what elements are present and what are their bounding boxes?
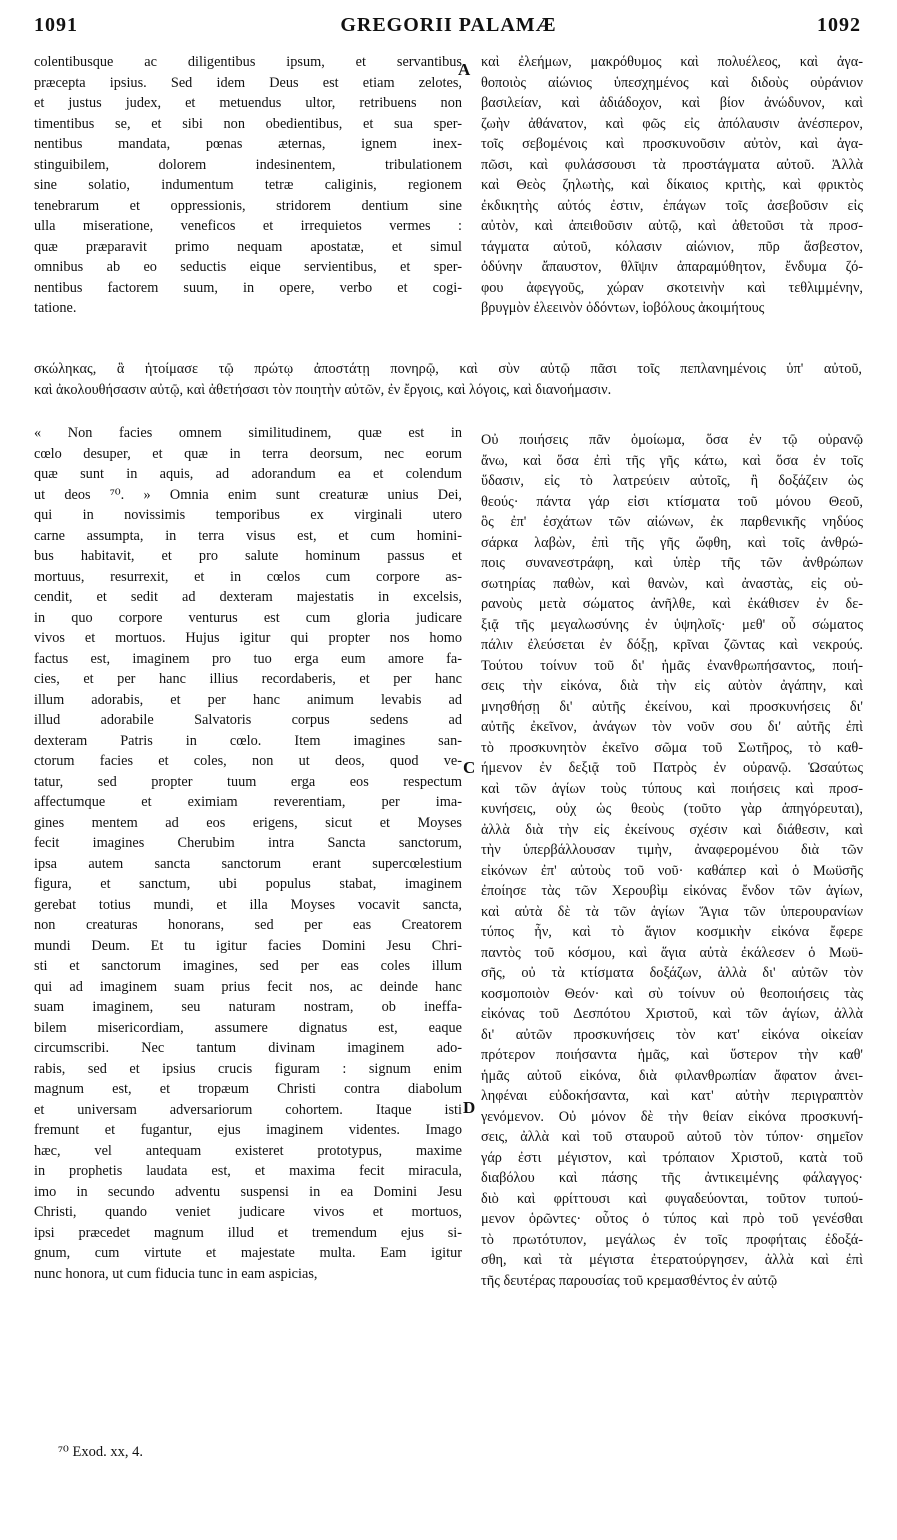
text-line: ἄνω, καὶ ὅσα ἐπὶ τῆς γῆς κάτω, καὶ ὅσα ἐν τοῖς [481,452,863,469]
text-line: hæc, vel antequam existeret prototypus, maxime [34,1142,462,1159]
latin-column-main [34,423,462,1284]
text-line: τῆς δευτέρας παρουσίας τοῦ κρεμασθέντος ἐν αὐτῷ [481,1272,778,1289]
text-line: bilem misericordiam, assumere dignatus est, eaque [34,1019,462,1036]
text-line: σωτηρίας παθὼν, καὶ θανὼν, καὶ ἀναστὰς, εἰς οὐ- [481,575,863,592]
text-line: nentibus mandata, pœnas æternas, ignem inex- [34,136,462,152]
text-line: αὐτὸν, καὶ ἀπειθοῦσιν αὐτῷ, καὶ ἀθετοῦσι τὰ προσ- [481,218,863,234]
text-line: nentibus factorem suum, in opere, verbo et cogi- [34,279,462,296]
text-line: rabis, sed et ipsius crucis figuram : signum enim [34,1060,462,1077]
text-line: omnibus ab eo seductis eique servientibus, et sper- [34,259,462,275]
text-line: πῶσι, καὶ φυλάσσουσι τὰ προστάγματα αὐτοῦ. Ἀλλὰ [481,156,863,173]
text-line: κοσμοποιὸν Θεόν· καὶ σὺ τοίνυν οὐ θεοποιήσεις τὰς [481,985,863,1002]
text-line: ξιᾷ τῆς μεγαλωσύνης ἐν ὑψηλοῖς· μεθ' οὗ σώματος [481,616,863,633]
text-line: carne assumpta, in terra visus est, et cum homini- [34,527,462,544]
text-line: tatur, sed propter tuum erga eos respectum [34,773,462,790]
left-page-number: 1091 [34,14,78,36]
text-line: παντὸς τοῦ κόσμου, καὶ ἅγια αὐτὰ ἐκάλεσεν ὁ Μωϋ- [481,944,863,961]
text-line: cœlo desuper, et quæ in terra deorsum, nec eorum [34,445,462,462]
text-line: gerebat totius mundi, et illa Moyses vocavit sancta, [34,896,462,913]
text-line: ulla miseratione, veneficos et irrequietos vermes : [34,218,462,234]
text-line: διαβόλου καὶ πάσης τῆς ἀντικειμένης φάλαγγος· [481,1170,863,1186]
text-line: ἀλλὰ διὰ τὴν εἰς ἐκείνους σχέσιν καὶ διάθεσιν, καὶ [481,821,863,838]
greek-column-top [481,52,863,319]
text-line: figura, et sanctum, ubi populus stabat, imaginem [34,876,462,892]
text-line: ποις συνανεστράφη, καὶ ὑπὲρ τῆς τῶν ἀνθρώπων [481,555,863,571]
text-line: gines mentem ad eos erigens, sicut et Moyses [34,814,462,831]
text-line: διὸ καὶ φρίττουσι καὶ φυγαδεύονται, τοῦτον τυπού- [481,1190,863,1207]
text-line: κυνήσεις, οὐχ ὡς θεοὺς (τοῦτο γὰρ ἀπηγόρευται), [481,801,863,817]
text-line: γάρ ἐστι μέγιστον, καὶ τρόπαιον Χριστοῦ, κατὰ τοῦ [481,1149,863,1166]
text-line: mundi Deum. Et tu igitur facies Domini Jesu Chri- [34,937,462,954]
text-line: φου ἀφεγγοῦς, χώραν σκοτεινὴν καὶ τεθλιμμένην, [481,279,863,296]
text-line: ἐκδικητὴς αὐτός ἐστιν, ἐπάγων τοῖς ἀσεβοῦσιν εἰς [481,197,863,214]
text-line: circumscribi. Nec tantum divinam imaginem ado- [34,1040,462,1056]
text-line: quæ præparavit primo nequam apostatæ, et simul [34,238,462,255]
text-line: πρότερον ποιήσαντα ἡμᾶς, καὶ ὕστερον τὴν καθ' [481,1047,863,1063]
text-line: τὸ προσκυνητὸν ἐκεῖνο σῶμα τοῦ Σωτῆρος, τὸ καθ- [481,739,863,756]
text-line: qui ad imaginem suam prius fecit nos, ac deinde hanc [34,978,462,995]
text-line: σεις, ἀλλὰ καὶ τοῦ σταυροῦ αὐτοῦ τὸν τύπον· σημεῖον [481,1129,863,1145]
text-line: εἰκόνων ἐπ' αὐτοὺς τοῦ νοῦ· καθάπερ καὶ ὁ Μωϋσῆς [481,862,863,879]
text-line: illud adorabile Salvatoris corpus sedens ad [34,712,462,728]
footnote: ⁷⁰ Exod. xx, 4. [58,1444,143,1460]
text-line: ζωὴν ἀθάνατον, καὶ φῶς εἰς ἀπόλαυσιν ἀνέσπερον, [481,115,863,132]
text-line: sine solatio, indumentum tetræ caliginis, regionem [34,177,462,193]
text-line: ληφέναι εὐδοκήσαντα, καὶ κατ' αὐτὴν περιγραπτὸν [481,1088,863,1104]
right-page-number: 1092 [817,14,861,36]
text-line: ut deos ⁷⁰. » Omnia enim sunt creaturæ unius Dei, [34,486,462,503]
text-line: μνησθήσῃ δι' αὐτῆς ἐκείνου, καὶ προσκυνήσεις δι' [481,698,863,715]
text-line: gnum, cum virtute et majestate multa. Eam igitur [34,1245,462,1261]
text-line: σκώληκας, ἃ ἡτοίμασε τῷ πρώτῳ ἀποστάτῃ πονηρῷ, καὶ σὺν αὐτῷ πᾶσι τοῖς πεπλανημένοις ὑπ' αὐτοῦ, [34,361,862,377]
text-line: καὶ Θεὸς ζηλωτὴς, καὶ δίκαιος κριτὴς, καὶ φρικτὸς [481,177,863,193]
text-line: dexteram Patris in cœlo. Item imagines san- [34,732,462,749]
text-line: πάλιν ἐλεύσεται ἐν δόξῃ, κρῖναι ζῶντας καὶ νεκρούς. [481,637,863,653]
text-line: qui in novissimis temporibus ex virginali utero [34,507,462,523]
text-line: in quo corpore venturus est cum gloria judicare [34,609,462,626]
text-line: τὸ πρωτότυπον, μεγάλως ἐν τοῖς προφήταις ἐδοξά- [481,1231,863,1248]
text-line: affectumque et eximiam reverentiam, per ima- [34,794,462,810]
text-line: vivos et mortuos. Hujus igitur qui propter nos homo [34,630,462,646]
text-line: αὐτῆς ἐκεῖνον, ἀνάγων τὸν νοῦν σου δι' αὐτῆς ἐπὶ [481,719,863,735]
text-line: σθη, καὶ τὰ μέγιστα ἐτερατούργησεν, ἀλλὰ καὶ ἐπὶ [481,1252,863,1268]
text-line: tatione. [34,300,77,316]
text-line: εἰκόνας τοῦ Δεσπότου Χριστοῦ, καὶ τῶν ἁγίων, ἀλλὰ [481,1006,863,1022]
text-line: τοῖς σεβομένοις καὶ προσκυνοῦσιν αὐτὸν, καὶ ἀγα- [481,136,863,152]
text-line: μενον ὁρῶντες· οὗτος ὁ τύπος καὶ πρὸ τοῦ γενέσθαι [481,1211,863,1227]
text-line: ipsa autem sancta sanctorum erant supercœlestium [34,855,462,872]
text-line: cendit, et sedit ad dexteram majestatis in excelsis, [34,589,462,605]
text-line: ipsi præcedet magnum illud et tremendum ejus si- [34,1224,462,1241]
text-line: καὶ αὐτὰ δὲ τὰ τῶν ἁγίων Ἅγια τῶν ὑπερουρανίων [481,903,863,920]
text-line: fecit imagines Cherubim intra Sancta sanctorum, [34,835,462,851]
text-line: καὶ ἀκολουθήσασιν αὐτῷ, καὶ ἀθετήσασι τὸν ποιητὴν αὐτῶν, ἐν ἔργοις, καὶ λόγοις, καὶ διανοήμασιν. [34,381,612,398]
text-line: Οὐ ποιήσεις πᾶν ὁμοίωμα, ὅσα ἐν τῷ οὐρανῷ [481,432,863,448]
text-line: in prophetis laudata est, et maxima fecit miracula, [34,1163,462,1179]
text-line: ὕδασιν, εἰς τὸ λατρεύειν αὐτοῖς, ἢ δοξάζειν ὡς [481,473,863,489]
running-title: GREGORII PALAMÆ [340,14,557,36]
margin-marker-a: A [458,60,471,79]
text-line: factus est, imaginem pro tuo erga eum amore fa- [34,650,462,667]
text-line: ὀδύνην ἄπαυστον, θλῖψιν ἀπαραμύθητον, ἔνδυμα ζό- [481,259,863,275]
text-line: θεούς· πάντα γάρ εἰσι κτίσματα τοῦ μόνου Θεοῦ, [481,493,863,510]
text-line: βρυγμὸν ἐλεεινὸν ὀδόντων, ἰοβόλους ἀκοιμήτους [481,300,765,316]
text-line: γενόμενον. Οὐ μόνον δὲ τὴν θείαν εἰκόνα προσκυνή- [481,1108,863,1125]
text-line: bus habitavit, et pro salute hominum passus et [34,548,462,564]
text-line: quæ sunt in aquis, ad adorandum ea et colendum [34,466,462,482]
text-line: ἐποίησε τὰς τῶν Χερουβὶμ εἰκόνας ἔνδον τῶν ἁγίων, [481,883,863,899]
text-line: Τούτου τοίνυν τοῦ δι' ἡμᾶς ἐνανθρωπήσαντος, ποιή- [481,657,863,674]
text-line: δι' αὐτῶν προσκυνήσεις τὸν κατ' εἰκόνα οἰκείαν [481,1026,863,1043]
text-line: σεις τὴν εἰκόνα, διὰ τὴν εἰς αὐτὸν ἀγάπην, καὶ [481,678,863,694]
text-line: illum adorabis, et per hanc animum levabis ad [34,691,462,708]
text-line: tenebrarum et oppressionis, stridorem dentium sine [34,197,462,214]
text-line: stinguibilem, dolorem indesinentem, tribulationem [34,156,462,173]
text-line: ctorum facies et coles, non ut deos, quod ve- [34,753,462,769]
text-line: τύπος ἦν, καὶ τὸ ἅγιον κοσμικὴν εἰκόνα ἔφερε [481,924,863,940]
greek-column-main [481,430,863,1291]
margin-marker-c: C [463,758,476,777]
text-line: magnum est, et tropæum Christi contra diabolum [34,1081,462,1097]
text-line: ρανοὺς μετὰ σώματος ἀνῆλθε, καὶ ἐκάθισεν ἐν δε- [481,596,863,612]
text-line: fremunt et fugantur, ejus imaginem videntes. Imago [34,1122,462,1138]
text-line: σῆς, οὐ τὰ κτίσματα δοξάζων, ἀλλὰ δι' αὐτῶν τὸν [481,965,863,981]
text-line: timentibus se, et sibi non obedientibus, et sua sper- [34,115,462,132]
text-line: ἡμᾶς αὐτοῦ εἰκόνα, διὰ φιλανθρωπίαν ἄφατον ἀνει- [481,1067,863,1084]
text-line: mortuus, resurrexit, et in cœlos cum corpore as- [34,568,462,585]
text-line: suam imaginem, seu naturam nostram, ob ineffa- [34,999,462,1015]
text-line: imo in secundo adventu suspensi in ea Domini Jesu [34,1183,462,1200]
text-line: ήμενον ἐν δεξιᾷ τοῦ Πατρὸς ἐν οὐρανῷ. Ὡσαύτως [481,760,863,776]
text-line: θοποιὸς αἰώνιος ὑπεσχημένος καὶ διδοὺς οὐράνιον [481,74,863,91]
text-line: non creaturas honorans, sed per eas Creatorem [34,917,462,933]
latin-column-top [34,52,462,319]
text-line: τὴν ὑπερβάλλουσαν τιμὴν, ἀναφερομένου διὰ τῶν [481,842,863,858]
text-line: βασιλείαν, καὶ ἀδιάδοχον, καὶ βίον ἀνώδυνον, καὶ [481,95,863,111]
text-line: καὶ ἐλεήμων, μακρόθυμος καὶ πολυέλεος, καὶ ἀγα- [481,54,863,70]
text-line: καὶ τῶν ἁγίων τοὺς τύπους καὶ ποιήσεις καὶ προσ- [481,780,863,797]
page-header [0,0,897,44]
text-line: sti et sanctorum imagines, sed per eas coles illum [34,958,462,974]
text-line: nunc honora, ut cum fiducia tunc in eam aspicias, [34,1265,318,1282]
text-line: et universam adversariorum cohortem. Itaque isti [34,1101,462,1118]
text-line: « Non facies omnem similitudinem, quæ est in [34,425,462,441]
text-line: cies, et per hanc illius recordaberis, et per hanc [34,671,462,687]
margin-marker-d: D [463,1098,476,1117]
text-line: Christi, quando veniet judicare vivos et mortuos, [34,1204,462,1220]
greek-full-width-passage [34,359,862,400]
text-line: τάγματα αὐτοῦ, κόλασιν αἰώνιον, πῦρ ἄσβεστον, [481,238,863,255]
text-line: et justus judex, et metuendus ultor, retribuens non [34,95,462,111]
text-line: præcepta ipsius. Sed idem Deus est etiam zelotes, [34,74,462,91]
text-line: colentibusque ac diligentibus ipsum, et servantibus [34,54,462,70]
text-line: ὃς ἐπ' ἐσχάτων τῶν αἰώνων, ἐκ παρθενικῆς νηδύος [481,514,863,530]
text-line: σάρκα λαβὼν, ἐπὶ τῆς γῆς ὤφθη, καὶ τοῖς ἀνθρώ- [481,534,863,551]
